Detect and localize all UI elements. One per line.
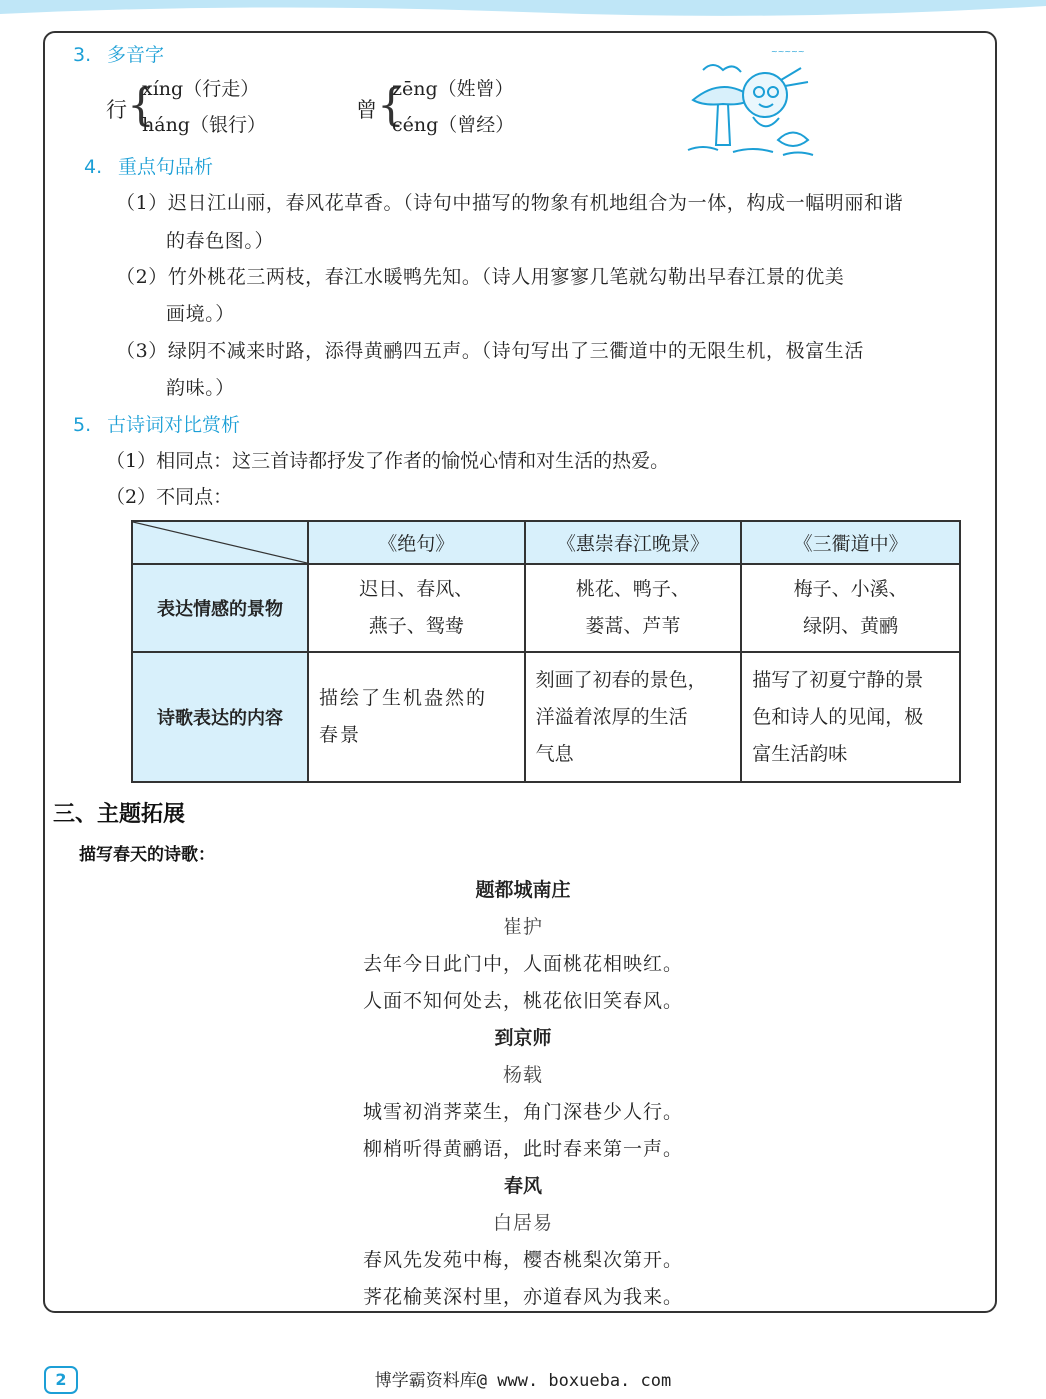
reading: zēng（姓曾） (392, 78, 514, 100)
poem-author: 杨载 (502, 1064, 543, 1086)
table-row (132, 564, 960, 652)
sentence-number: （3） (116, 340, 168, 362)
cell-line: 刻画了初春的景色， (535, 668, 707, 691)
table-header: 《绝句》 (308, 521, 525, 564)
cell-line: 洋溢着浓厚的生活 (535, 705, 688, 728)
sentence-item (116, 262, 844, 289)
table-cell (741, 652, 960, 782)
diagonal-line (133, 522, 307, 563)
theme-subtitle: 描写春天的诗歌： (79, 845, 215, 865)
poem-line: 人面不知何处去，桃花依旧笑春风。 (362, 990, 683, 1012)
reading: xíng（行走） (142, 78, 260, 100)
poem-line: 柳梢听得黄鹂语，此时春来第一声。 (362, 1138, 683, 1160)
poem-line: 去年今日此门中，人面桃花相映红。 (362, 953, 683, 975)
section-number: 5. (73, 414, 92, 436)
section-number: 4. (84, 156, 103, 178)
sentence-continuation: 画境。） (166, 303, 235, 325)
section-juzi-heading (84, 152, 213, 179)
theme-title: 三、主题拓展 (53, 802, 186, 827)
diagonal-header-cell (132, 521, 308, 564)
section-duibi-heading (73, 410, 240, 437)
table-cell (308, 652, 525, 782)
polyphone-char: 曾 (356, 98, 377, 122)
poem-line: 荠花榆荚深村里，亦道春风为我来。 (362, 1286, 683, 1308)
sentence-continuation: 韵味。） (166, 377, 235, 399)
cell-line: 描绘了生机盎然的 (319, 687, 488, 709)
cell-line: 春景 (319, 724, 362, 746)
cell-line: 气息 (535, 742, 574, 765)
comparison-same: （1）相同点：这三首诗都抒发了作者的愉悦心情和对生活的热爱。 (106, 450, 670, 472)
cartoon-mushroom-illustration (683, 40, 818, 165)
sentence-text: 竹外桃花三两枝，春江水暖鸭先知。（诗人用寥寥几笔就勾勒出早春江景的优美 (167, 266, 845, 288)
table-row (132, 652, 960, 782)
table-cell (525, 564, 742, 652)
svg-text:~~~~~: ~~~~~ (771, 47, 805, 56)
poem-author: 崔护 (502, 916, 543, 938)
sentence-continuation: 的春色图。） (166, 230, 275, 252)
reading: háng（银行） (142, 114, 266, 136)
section-title: 重点句品析 (118, 156, 214, 178)
top-decoration (0, 0, 1046, 22)
row-label: 表达情感的景物 (132, 564, 308, 652)
poem-author: 白居易 (492, 1212, 553, 1234)
cell-line: 桃花、鸭子、 (575, 578, 690, 600)
cell-line: 迟日、春风、 (359, 578, 474, 600)
sentence-number: （1） (116, 192, 168, 214)
sentence-text: 绿阴不减来时路，添得黄鹂四五声。（诗句写出了三衢道中的无限生机，极富生活 (167, 340, 864, 362)
polyphone-entry (356, 74, 616, 144)
polyphone-char: 行 (106, 98, 127, 122)
sentence-item (116, 188, 903, 215)
section-duoyinzi-heading (73, 40, 164, 67)
table-header: 《三衢道中》 (741, 521, 960, 564)
brace: { (127, 80, 155, 131)
sentence-number: （2） (116, 266, 168, 288)
footer-watermark: 博学霸资料库@ www. boxueba. com (374, 1371, 672, 1391)
cell-line: 燕子、鸳鸯 (368, 615, 464, 637)
polyphone-entry (106, 74, 366, 144)
poem-title: 春风 (503, 1175, 542, 1197)
table-header: 《惠崇春江晚景》 (525, 521, 742, 564)
table-cell (308, 564, 525, 652)
cell-line: 富生活韵味 (752, 742, 848, 765)
poem-title: 到京师 (494, 1027, 552, 1049)
table-cell (525, 652, 742, 782)
section-title: 多音字 (107, 44, 165, 66)
cell-line: 描写了初夏宁静的景 (752, 668, 924, 691)
cell-line: 绿阴、黄鹂 (803, 615, 899, 637)
poem-title: 题都城南庄 (475, 879, 571, 901)
table-header-row (132, 521, 960, 564)
cell-line: 色和诗人的见闻，极 (752, 705, 924, 728)
brace: { (377, 80, 405, 131)
cell-line: 梅子、小溪、 (793, 578, 908, 600)
sentence-text: 迟日江山丽，春风花草香。（诗句中描写的物象有机地组合为一体，构成一幅明丽和谐 (167, 192, 904, 214)
row-label: 诗歌表达的内容 (132, 652, 308, 782)
section-number: 3. (73, 44, 92, 66)
poem-line: 春风先发苑中梅，樱杏桃梨次第开。 (362, 1249, 683, 1271)
cell-line: 蒌蒿、芦苇 (585, 615, 681, 637)
section-title: 古诗词对比赏析 (107, 414, 241, 436)
poem-line: 城雪初消荠菜生，角门深巷少人行。 (362, 1101, 683, 1123)
page-number-badge: 2 (44, 1366, 78, 1394)
reading: céng（曾经） (392, 114, 515, 136)
sentence-item (116, 336, 864, 363)
table-cell (741, 564, 960, 652)
comparison-table (131, 520, 961, 783)
comparison-diff: （2）不同点： (106, 486, 233, 508)
